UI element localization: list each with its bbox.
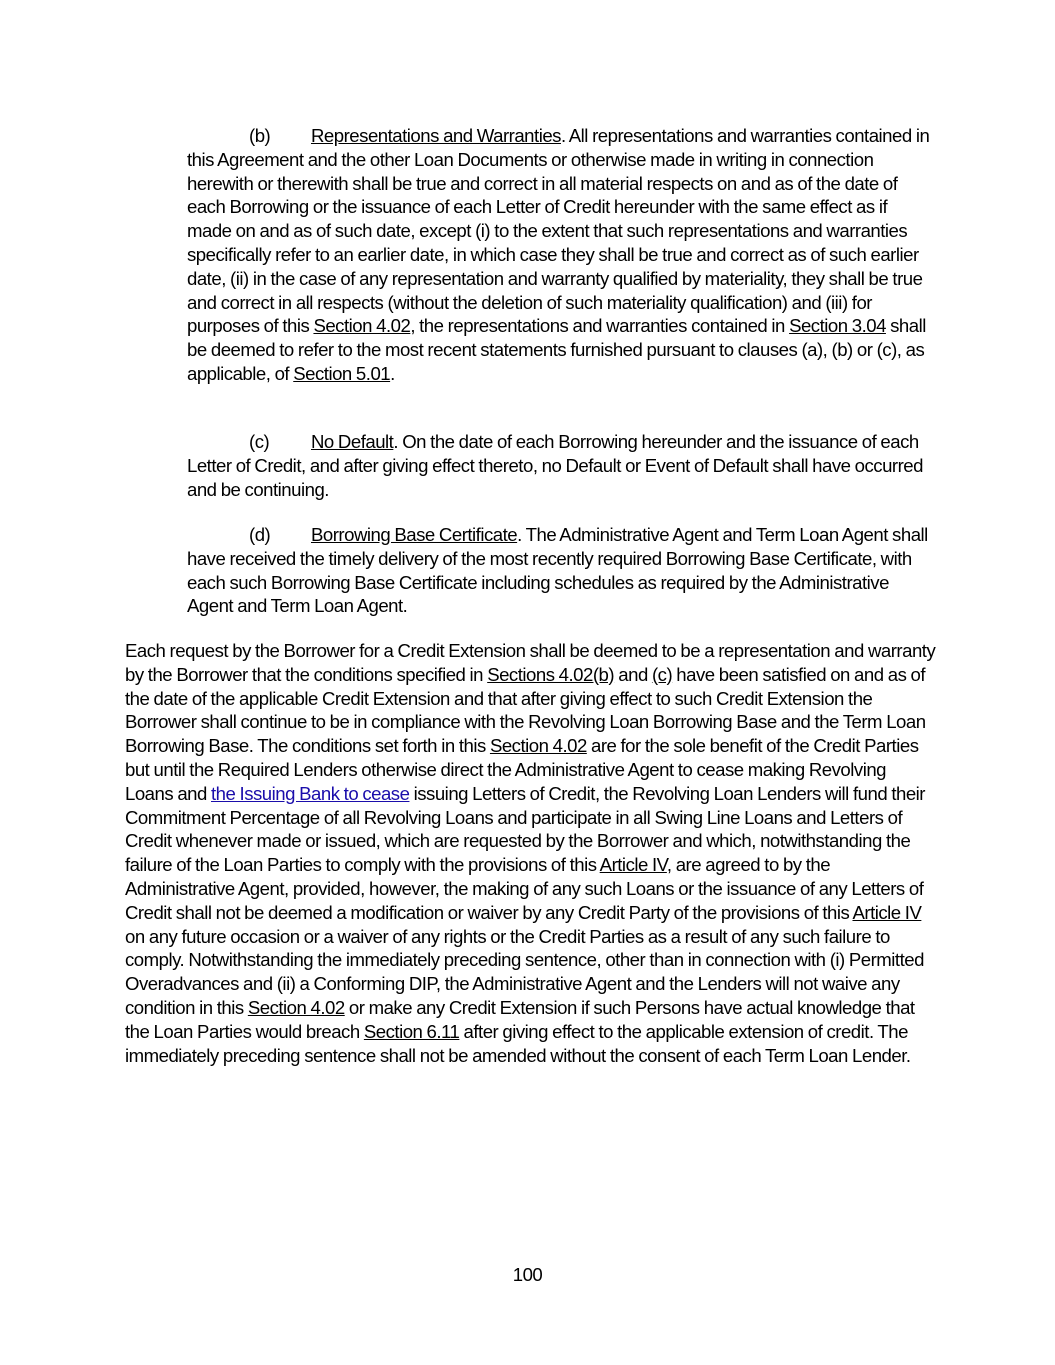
section-reference: Section 5.01 [293,362,391,384]
body-text: . [390,362,395,384]
body-text: after giving effect to the applicable extension of credit. The immediately preceding sentence shall not be amended without the consent of each Term Loan Lender. [125,1020,911,1066]
paragraph-label: (b) [249,125,271,146]
body-text: . On the date of each Borrowing hereunder and the issuance of each Letter of Credit, and after giving effect thereto, no Default or Event of Default shall have occurred and be continuing. [187,431,923,500]
body-text: , the representations and warranties contained in [410,315,790,337]
section-reference: Sections 4.02(b) [487,663,615,685]
section-heading: No Default [311,431,394,452]
body-text: , are agreed to by the Administrative Agent, provided, however, the making of any such Loans or the issuance of any Letters of Credit shall not be deemed a modification or waiver by any Credit Party of the provisions of this [125,854,924,923]
article-reference: Article IV [852,901,922,923]
section-reference: Section 3.04 [789,315,886,337]
body-text: or make any Credit Extension if such Persons have actual knowledge that the Loan Parties would breach [125,996,915,1042]
section-reference: Section 6.11 [363,1020,460,1042]
section-reference: (c) [651,663,673,685]
issuing-bank-link[interactable]: the Issuing Bank to cease [211,782,410,804]
body-text: on any future occasion or a waiver of any rights or the Credit Parties as a result of any such failure to comply. Notwithstanding the immediately preceding sentence, other than in connection with (i) Permitted Overadvances and (ii) a Conforming DIP, the Administrative Agent and the Lenders will not waive any condition in this [125,925,924,1018]
body-text: and [614,663,652,685]
paragraph-label: (c) [249,431,270,452]
section-reference: Section 4.02 [313,315,411,337]
paragraph-label: (d) [249,524,271,545]
paragraph-d [187,523,933,618]
page-number: 100 [512,1264,543,1285]
body-text: issuing Letters of Credit, the Revolving Loan Lenders will fund their Commitment Percentage of all Revolving Loans and participate in all Swing Line Loans and Letters of Credit whenever made or issued, which are requested by the Borrower and which, notwithstanding the failure of the Loan Parties to comply with the provisions of this [125,782,926,876]
section-reference: Section 4.02 [247,996,345,1018]
body-text: shall be deemed to refer to the most recent statements furnished pursuant to clauses (a), (b) or (c), as applicable, of [187,315,926,384]
body-text: . The Administrative Agent and Term Loan Agent shall have received the timely delivery of the most recently required Borrowing Base Certificate, with each such Borrowing Base Certificate including schedules as required by the Administrative Agent and Term Loan Agent. [187,524,928,617]
body-text: Each request by the Borrower for a Credit Extension shall be deemed to be a representation and warranty by the Borrower that the conditions specified in [125,640,936,685]
article-reference: Article IV [599,854,667,876]
paragraph-b [187,124,933,386]
paragraph-c [187,430,933,501]
body-text: . All representations and warranties contained in this Agreement and the other Loan Documents or otherwise made in writing in connection herewith or therewith shall be true and correct in all material respects on and as of the date of each Borrowing or the issuance of each Letter of Credit hereunder with the same effect as if made on and as of such date, except (i) to the extent that such representations and warranties specifically refer to an earlier date, in which case they shall be true and correct as of such earlier date, (ii) in the case of any representation and warranty qualified by materiality, they shall be true and correct in all respects (without the deletion of such materiality qualification) and (iii) for purposes of this [187,125,930,337]
paragraph-main [125,639,937,1067]
section-heading: Borrowing Base Certificate [311,524,518,545]
section-heading: Representations and Warranties [311,125,561,146]
body-text: are for the sole benefit of the Credit Parties but until the Required Lenders otherwise direct the Administrative Agent to cease making Revolving Loans and [125,735,919,804]
section-reference: Section 4.02 [489,735,587,757]
body-text: have been satisfied on and as of the date of the applicable Credit Extension and that after giving effect to such Credit Extension the Borrower shall continue to be in compliance with the Revolving Loan Borrowing Base and the Term Loan Borrowing Base. The conditions set forth in this [125,663,926,757]
